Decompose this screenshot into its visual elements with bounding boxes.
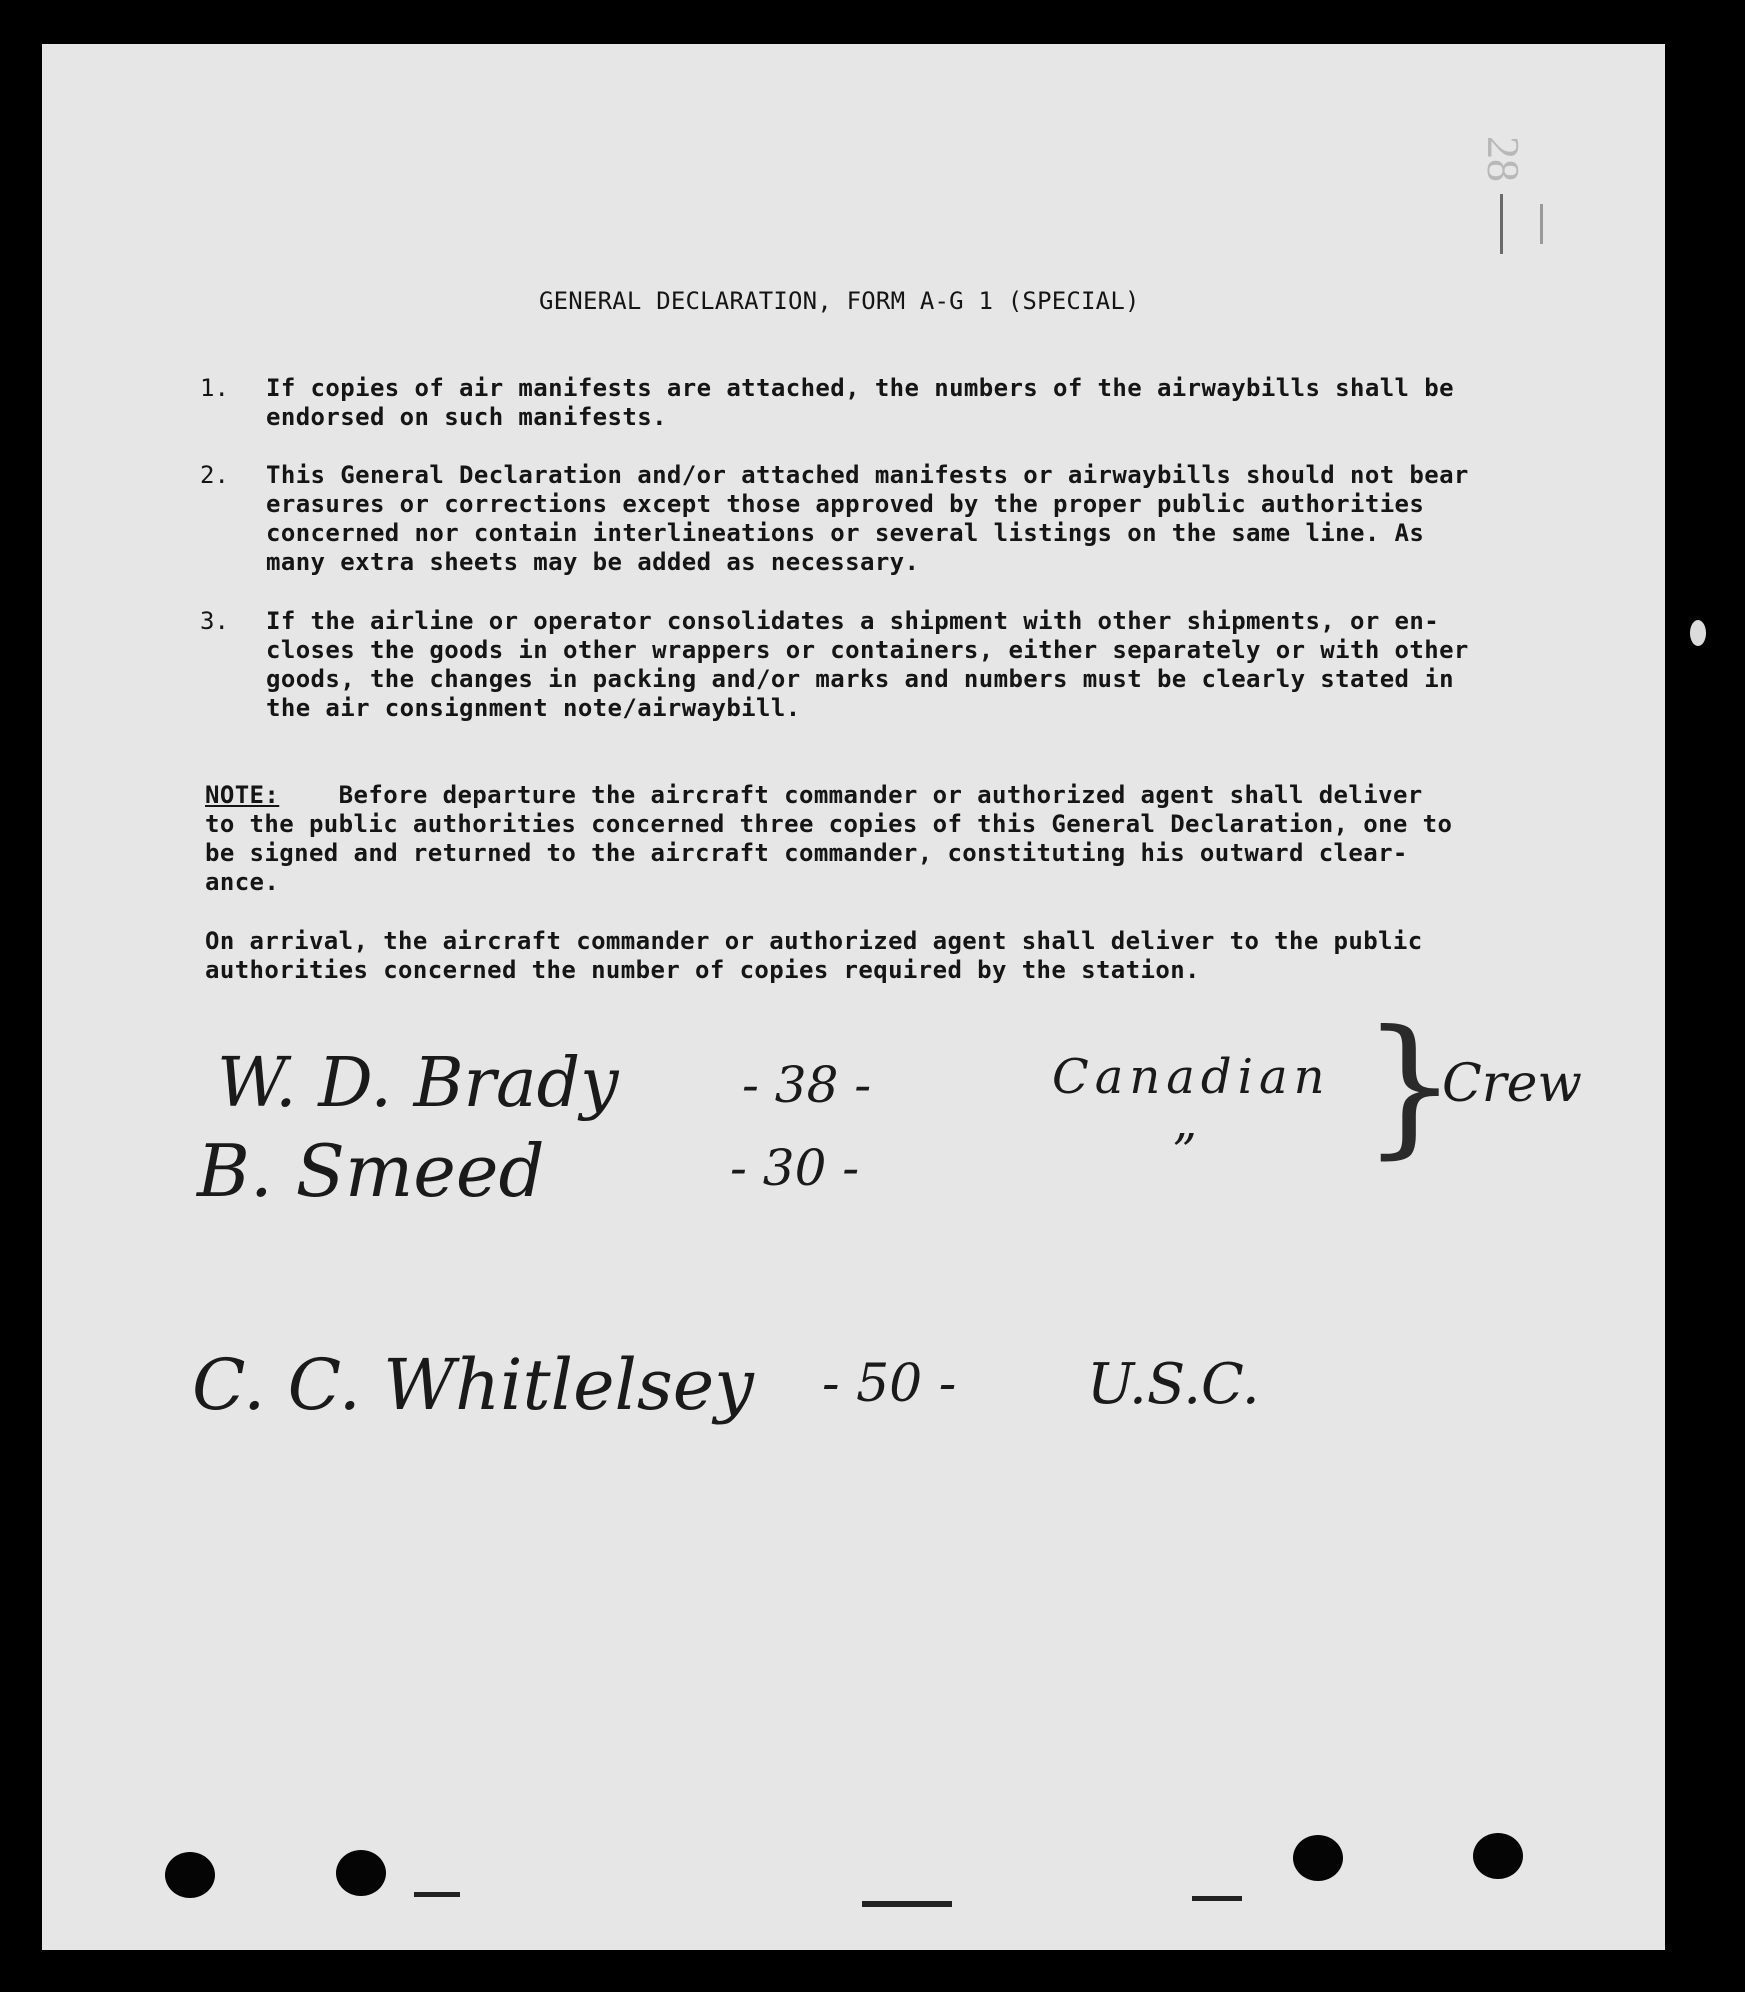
margin-mark <box>1540 204 1543 244</box>
note-line: ance. <box>205 868 280 896</box>
punch-hole <box>1473 1833 1523 1879</box>
item-line: concerned nor contain interlineations or several listings on the same line. As <box>266 519 1425 547</box>
handwritten-crew-age: - 30 - <box>730 1139 860 1197</box>
form-title: GENERAL DECLARATION, FORM A-G 1 (SPECIAL) <box>539 287 1140 315</box>
scan-mark <box>862 1901 952 1907</box>
arrival-line: authorities concerned the number of copies required by the station. <box>205 956 1200 984</box>
note-line: Before departure the aircraft commander or authorized agent shall deliver <box>338 781 1423 809</box>
punch-hole <box>165 1852 215 1898</box>
item-number: 2. <box>200 461 229 489</box>
item-line: If copies of air manifests are attached, the numbers of the airwaybills shall be <box>266 374 1454 402</box>
handwritten-crew-name: B. Smeed <box>197 1129 545 1213</box>
document-page <box>42 44 1665 1950</box>
handwritten-crew-label: Crew <box>1442 1054 1582 1114</box>
handwritten-crew-age: - 38 - <box>742 1056 872 1114</box>
punch-hole <box>336 1850 386 1896</box>
note-label: NOTE: <box>205 781 280 809</box>
page-number: 28 <box>1478 136 1529 182</box>
note-line: to the public authorities concerned three copies of this General Declaration, one to <box>205 810 1453 838</box>
crew-brace: } <box>1362 999 1458 1173</box>
item-line: This General Declaration and/or attached manifests or airwaybills should not bear <box>266 461 1469 489</box>
item-number: 3. <box>200 607 229 635</box>
item-number: 1. <box>200 374 229 402</box>
scan-mark <box>1192 1896 1242 1901</box>
item-line: goods, the changes in packing and/or marks and numbers must be clearly stated in <box>266 665 1454 693</box>
item-line: If the airline or operator consolidates a shipment with other shipments, or en- <box>266 607 1440 635</box>
punch-hole <box>1293 1835 1343 1881</box>
item-line: the air consignment note/airwaybill. <box>266 694 801 722</box>
item-line: many extra sheets may be added as necessary. <box>266 548 920 576</box>
item-line: erasures or corrections except those approved by the proper public authorities <box>266 490 1425 518</box>
handwritten-crew-nationality: Canadian <box>1052 1049 1331 1105</box>
item-line: closes the goods in other wrappers or containers, either separately or with other <box>266 636 1469 664</box>
note-line: be signed and returned to the aircraft commander, constituting his outward clear- <box>205 839 1408 867</box>
handwritten-passenger-name: C. C. Whitlelsey <box>192 1344 754 1426</box>
handwritten-crew-nationality: ” <box>1172 1124 1197 1180</box>
handwritten-passenger-age: - 50 - <box>822 1354 957 1414</box>
item-line: endorsed on such manifests. <box>266 403 667 431</box>
arrival-line: On arrival, the aircraft commander or authorized agent shall deliver to the public <box>205 927 1423 955</box>
edge-mark <box>1690 620 1706 646</box>
handwritten-passenger-nationality: U.S.C. <box>1087 1352 1260 1417</box>
scan-mark <box>414 1892 460 1897</box>
margin-mark <box>1500 194 1503 254</box>
handwritten-crew-name: W. D. Brady <box>217 1044 619 1123</box>
